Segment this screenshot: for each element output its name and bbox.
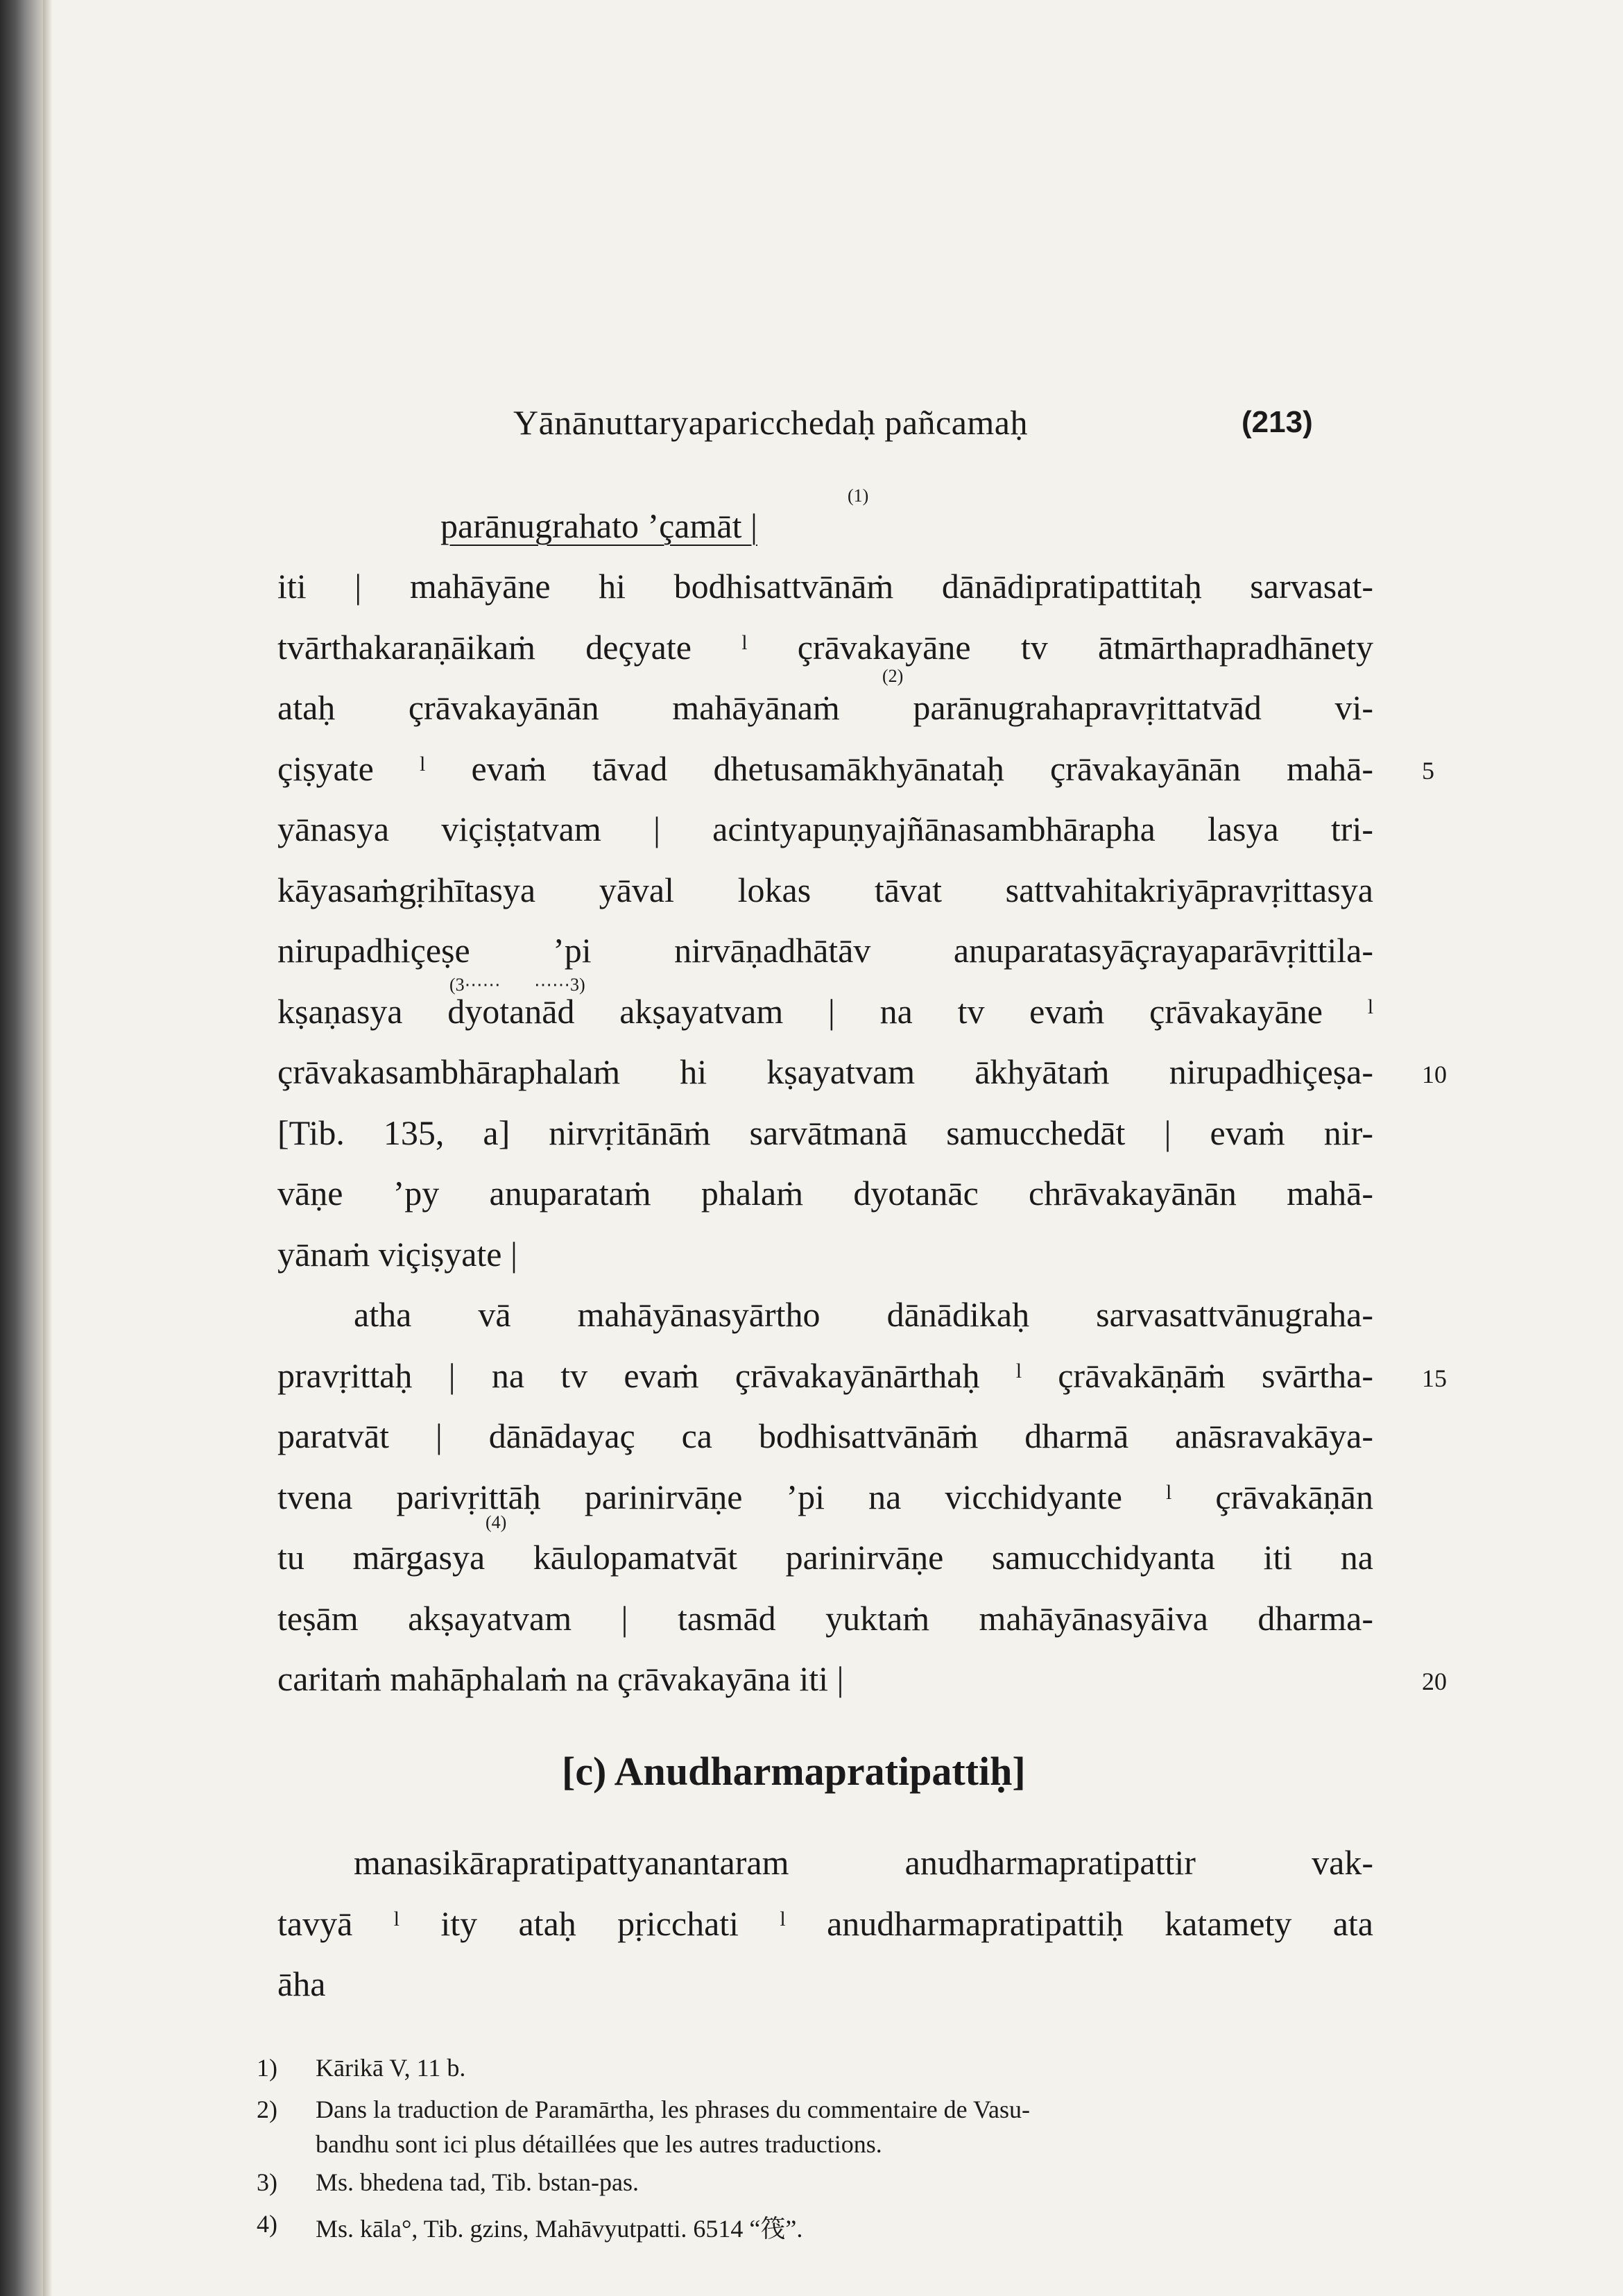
footnote-text: Ms. bhedena tad, Tib. bstan-pas. bbox=[316, 2168, 639, 2196]
page-gutter bbox=[43, 0, 53, 2296]
text-line: tu mārgasya kāulopamatvāt parinirvāṇe samucchidyanta iti na bbox=[277, 1538, 1373, 1577]
footnote bbox=[257, 2209, 803, 2245]
page-header bbox=[0, 402, 1623, 444]
footnote-number: 3) bbox=[257, 2168, 277, 2196]
text-line: yānaṁ viçiṣyate | bbox=[277, 1235, 517, 1274]
section-heading: [c) Anudharmapratipattiḥ] bbox=[562, 1749, 1026, 1794]
text-line: nirupadhiçeṣe ʼpi nirvāṇadhātāv anuparatasyāçrayaparāvṛittila- bbox=[277, 931, 1373, 970]
text-line: paratvāt | dānādayaç ca bodhisattvānāṁ dharmā anāsravakāya- bbox=[277, 1416, 1373, 1455]
paragraph-start-line: atha vā mahāyānasyārtho dānādikaḥ sarvasattvānugraha- bbox=[354, 1295, 1373, 1334]
footnote-marker-4: (4) bbox=[486, 1512, 507, 1532]
line-number: 15 bbox=[1422, 1364, 1447, 1392]
footnote bbox=[257, 2095, 1030, 2124]
text-line: caritaṁ mahāphalaṁ na çrāvakayāna iti | bbox=[277, 1659, 844, 1698]
text-line: [Tib. 135, a] nirvṛitānāṁ sarvātmanā samucchedāt | evaṁ nir- bbox=[277, 1113, 1373, 1152]
paragraph-start-line: manasikārapratipattyanantaram anudharmapratipattir vak- bbox=[354, 1843, 1373, 1882]
text-line: pravṛittaḥ | na tv evaṁ çrāvakayānārthaḥ ˡ çrāvakāṇāṁ svārtha- bbox=[277, 1356, 1373, 1395]
footnote-text: Kārikā V, 11 b. bbox=[316, 2054, 466, 2082]
footnote-marker-2: (2) bbox=[882, 666, 904, 686]
footnote-text: Dans la traduction de Paramārtha, les phrases du commentaire de Vasu- bbox=[316, 2096, 1030, 2123]
verse-line: parānugrahato ʼçamāt | bbox=[440, 506, 757, 545]
line-number: 10 bbox=[1422, 1061, 1447, 1088]
text-line: yānasya viçiṣṭatvam | acintyapuṇyajñānasambhārapha lasya tri- bbox=[277, 809, 1373, 848]
text-line: kṣaṇasya dyotanād akṣayatvam | na tv evaṁ çrāvakayāne ˡ bbox=[277, 992, 1373, 1031]
text-line: tavyā ˡ ity ataḥ pṛicchati ˡ anudharmapratipattiḥ katamety ata bbox=[277, 1904, 1373, 1943]
footnote-number: 4) bbox=[257, 2210, 277, 2238]
line-number: 20 bbox=[1422, 1668, 1447, 1695]
text-line: āha bbox=[277, 1964, 326, 2003]
text-line: kāyasaṁgṛihītasya yāval lokas tāvat sattvahitakriyāpravṛittasya bbox=[277, 871, 1373, 909]
running-title: Yānānuttaryaparicchedaḥ pañcamaḥ bbox=[513, 403, 1028, 442]
text-line: çiṣyate ˡ evaṁ tāvad dhetusamākhyānataḥ çrāvakayānān mahā- bbox=[277, 749, 1373, 788]
footnote-number: 2) bbox=[257, 2096, 277, 2123]
footnote-marker-1: (1) bbox=[848, 486, 869, 506]
footnote-text: bandhu sont ici plus détaillées que les autres traductions. bbox=[316, 2130, 882, 2158]
footnote-marker-3-end: ⋯⋯3) bbox=[534, 975, 585, 995]
footnote-number: 1) bbox=[257, 2054, 277, 2082]
footnote bbox=[257, 2053, 466, 2082]
text-line: çrāvakasambhāraphalaṁ hi kṣayatvam ākhyātaṁ nirupadhiçeṣa- bbox=[277, 1052, 1373, 1091]
text-line: tvena parivṛittāḥ parinirvāṇe ʼpi na vicchidyante ˡ çrāvakāṇān bbox=[277, 1477, 1373, 1516]
text-line: ataḥ çrāvakayānān mahāyānaṁ parānugrahapravṛittatvād vi- bbox=[277, 688, 1373, 727]
line-number: 5 bbox=[1422, 757, 1434, 785]
book-spine-shadow bbox=[0, 0, 43, 2296]
text-line: tvārthakaraṇāikaṁ deçyate ˡ çrāvakayāne tv ātmārthapradhānety bbox=[277, 628, 1373, 667]
footnote-continuation bbox=[316, 2130, 882, 2159]
footnote-text: Ms. kāla°, Tib. gzins, Mahāvyutpatti. 6514 “筏”. bbox=[316, 2215, 803, 2243]
footnote-marker-3-start: (3⋯⋯ bbox=[449, 975, 501, 995]
text-line: teṣām akṣayatvam | tasmād yuktaṁ mahāyānasyāiva dharma- bbox=[277, 1599, 1373, 1638]
footnote bbox=[257, 2168, 639, 2197]
text-line: iti | mahāyāne hi bodhisattvānāṁ dānādipratipattitaḥ sarvasat- bbox=[277, 567, 1373, 606]
page-number: (213) bbox=[1242, 405, 1313, 439]
text-line: vāṇe ʼpy anuparataṁ phalaṁ dyotanāc chrāvakayānān mahā- bbox=[277, 1174, 1373, 1213]
